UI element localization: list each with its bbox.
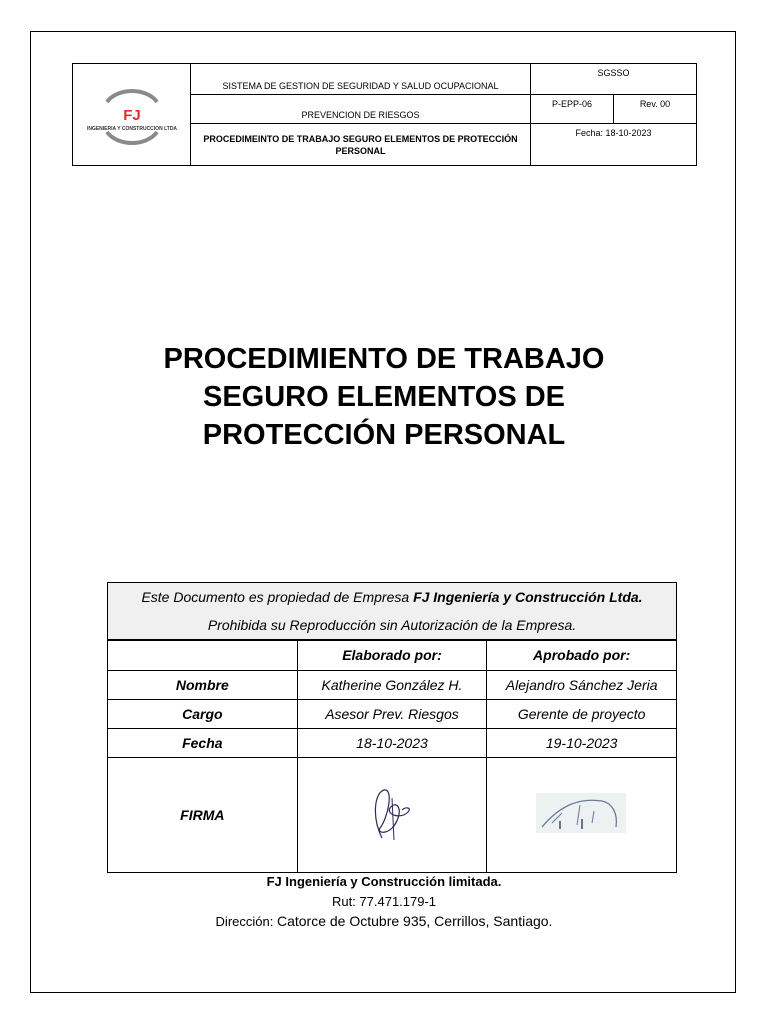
doc-code: P-EPP-06 (531, 95, 614, 124)
logo-subtitle: INGENIERIA Y CONSTRUCCION LTDA (86, 125, 177, 132)
aprobado-value: Alejandro Sánchez Jeria (487, 670, 677, 699)
title-line: PROTECCIÓN PERSONAL (202, 419, 566, 451)
empty-corner-cell (108, 640, 298, 670)
system-name: SISTEMA DE GESTION DE SEGURIDAD Y SALUD OCUPACIONAL (191, 64, 531, 95)
row-label: Nombre (108, 670, 298, 699)
address-label: Dirección: (215, 914, 277, 929)
stamp-signature-icon (532, 783, 632, 843)
signature-elaborado (297, 757, 487, 872)
ownership-prefix: Este Documento es propiedad de Empresa (141, 589, 414, 605)
signature-row (108, 757, 677, 872)
footer-rut: Rut: 77.471.179-1 (331, 894, 437, 909)
ownership-company: FJ Ingeniería y Construcción Ltda. (413, 589, 643, 605)
elaborado-value: Katherine González H. (297, 670, 487, 699)
handwritten-signature-icon (352, 778, 432, 848)
logo-text: FJ (122, 106, 141, 124)
system-code: SGSSO (531, 64, 697, 95)
approval-table (107, 582, 677, 873)
document-header-table (72, 63, 697, 166)
page-title (100, 340, 668, 454)
prohibition-text: Prohibida su Reproducción sin Autorización de la Empresa. (207, 617, 577, 633)
col-elaborado: Elaborado por: (297, 640, 487, 670)
table-row (108, 670, 677, 699)
footer-company: FJ Ingeniería y Construcción limitada. (266, 874, 502, 889)
col-aprobado: Aprobado por: (487, 640, 677, 670)
doc-date: Fecha: 18-10-2023 (531, 124, 697, 166)
title-line: SEGURO ELEMENTOS DE (202, 381, 566, 413)
procedure-name: PROCEDIMEINTO DE TRABAJO SEGURO ELEMENTOS DE PROTECCIÓN PERSONAL (191, 124, 531, 166)
elaborado-value: Asesor Prev. Riesgos (297, 699, 487, 728)
address-value: Catorce de Octubre 935, Cerrillos, Santiago. (276, 913, 553, 929)
row-label: Cargo (108, 699, 298, 728)
logo-cell (73, 64, 191, 166)
aprobado-value: Gerente de proyecto (487, 699, 677, 728)
revision: Rev. 00 (614, 95, 697, 124)
company-logo (77, 80, 187, 150)
area-name: PREVENCION DE RIESGOS (191, 95, 531, 124)
ownership-banner (108, 583, 677, 641)
signature-aprobado (487, 757, 677, 872)
footer-address (100, 913, 668, 929)
elaborado-value: 18-10-2023 (297, 728, 487, 757)
title-line: PROCEDIMIENTO DE TRABAJO (163, 343, 605, 375)
aprobado-value: 19-10-2023 (487, 728, 677, 757)
row-label: Fecha (108, 728, 298, 757)
table-row (108, 728, 677, 757)
firma-label: FIRMA (108, 757, 298, 872)
table-row (108, 699, 677, 728)
